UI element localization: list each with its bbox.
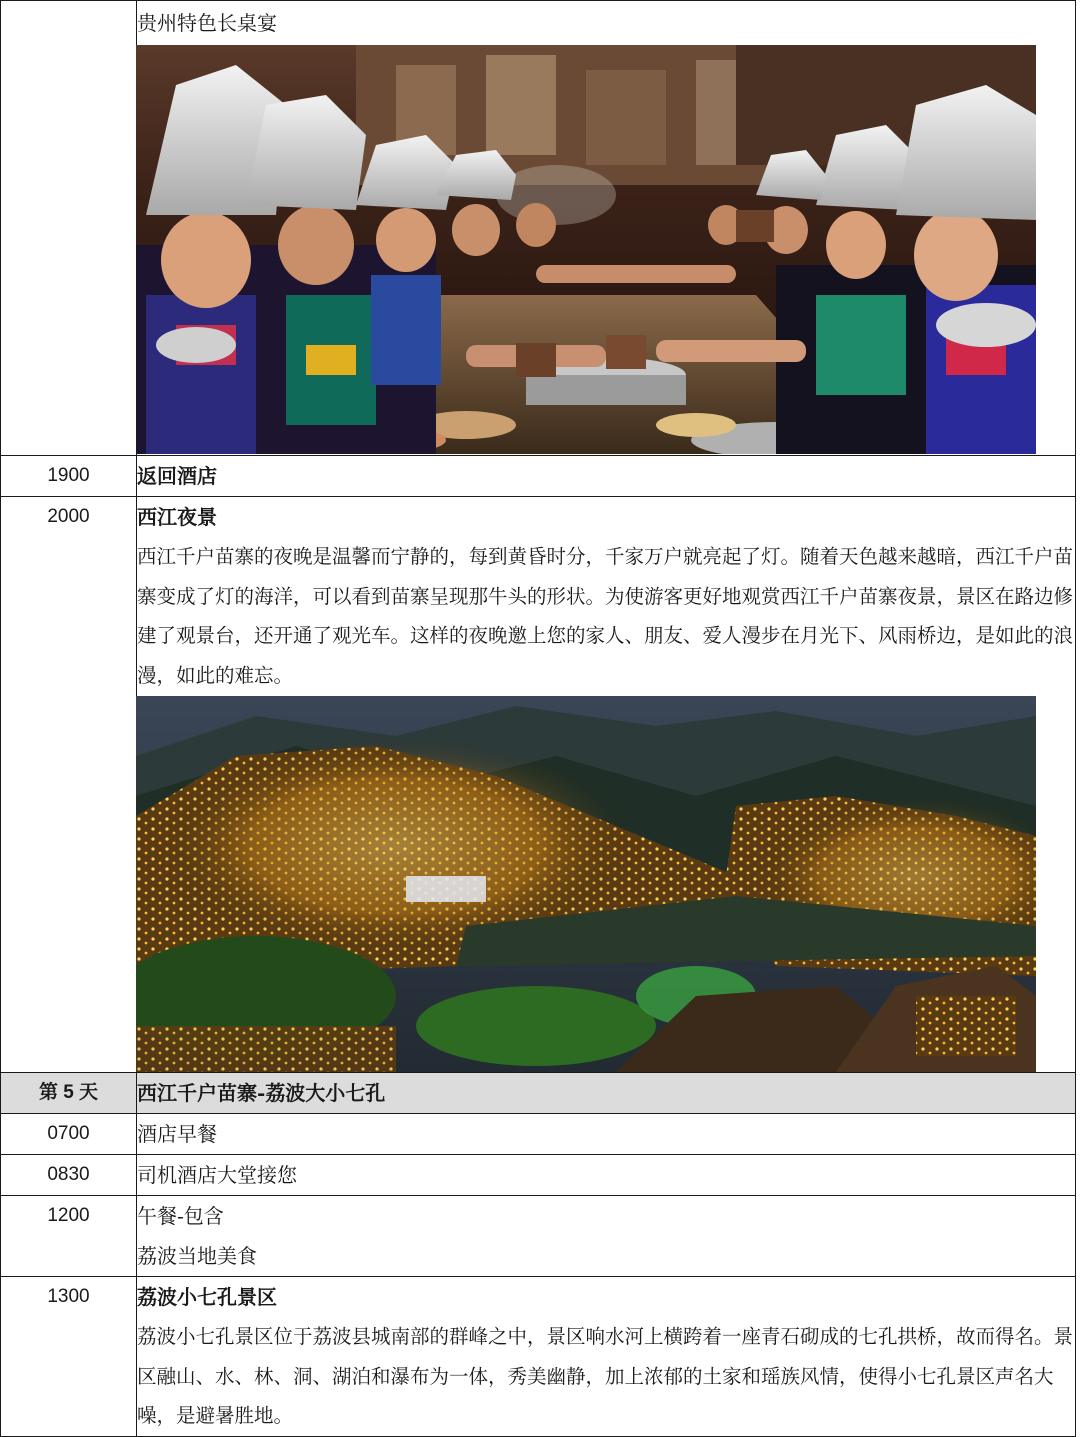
time-cell (1, 1, 137, 456)
row-subtitle: 荔波当地美食 (137, 1244, 257, 1268)
content-cell (137, 1073, 1076, 1114)
content-cell (137, 456, 1076, 497)
time-cell: 1300 (1, 1277, 137, 1437)
row-title: 荔波小七孔景区 (137, 1285, 277, 1309)
long-table-banquet-photo (136, 45, 1036, 454)
time-cell: 1900 (1, 456, 137, 497)
itinerary-row (1, 456, 1076, 497)
content-cell (137, 1, 1076, 456)
row-description: 西江千户苗寨的夜晚是温馨而宁静的，每到黄昏时分，千家万户就亮起了灯。随着天色越来越暗，西江千户苗寨变成了灯的海洋，可以看到苗寨呈现那牛头的形状。为使游客更好地观赏西江千户苗寨夜景，景区在路边修建了观景台，还开通了观光车。这样的夜晚邀上您的家人、朋友、爱人漫步在月光下、风雨桥边，是如此的浪漫，如此的难忘。 (137, 545, 1074, 687)
row-title: 午餐-包含 (137, 1204, 224, 1228)
row-title: 西江夜景 (137, 505, 217, 529)
xijiang-night-view-photo (136, 696, 1036, 1072)
day-title: 西江千户苗寨-荔波大小七孔 (137, 1081, 386, 1105)
row-title: 酒店早餐 (137, 1122, 217, 1146)
time-cell: 0830 (1, 1155, 137, 1196)
row-title: 返回酒店 (137, 464, 217, 488)
day-header-row (1, 1073, 1076, 1114)
content-cell (137, 1155, 1076, 1196)
content-cell (137, 497, 1076, 1073)
row-title: 贵州特色长桌宴 (137, 11, 277, 35)
itinerary-row (1, 1196, 1076, 1277)
itinerary-row (1, 497, 1076, 1073)
itinerary-row (1, 1114, 1076, 1155)
time-cell: 2000 (1, 497, 137, 1073)
row-description: 荔波小七孔景区位于荔波县城南部的群峰之中，景区响水河上横跨着一座青石砌成的七孔拱桥，故而得名。景区融山、水、林、洞、湖泊和瀑布为一体，秀美幽静，加上浓郁的土家和瑶族风情，使得小七孔景区声名大噪，是避暑胜地。 (137, 1325, 1074, 1427)
content-cell (137, 1277, 1076, 1437)
content-cell (137, 1196, 1076, 1277)
content-cell (137, 1114, 1076, 1155)
itinerary-row (1, 1, 1076, 456)
itinerary-row (1, 1155, 1076, 1196)
day-label: 第 5 天 (1, 1073, 137, 1114)
itinerary-row (1, 1277, 1076, 1437)
time-cell: 0700 (1, 1114, 137, 1155)
time-cell: 1200 (1, 1196, 137, 1277)
row-title: 司机酒店大堂接您 (137, 1163, 297, 1187)
